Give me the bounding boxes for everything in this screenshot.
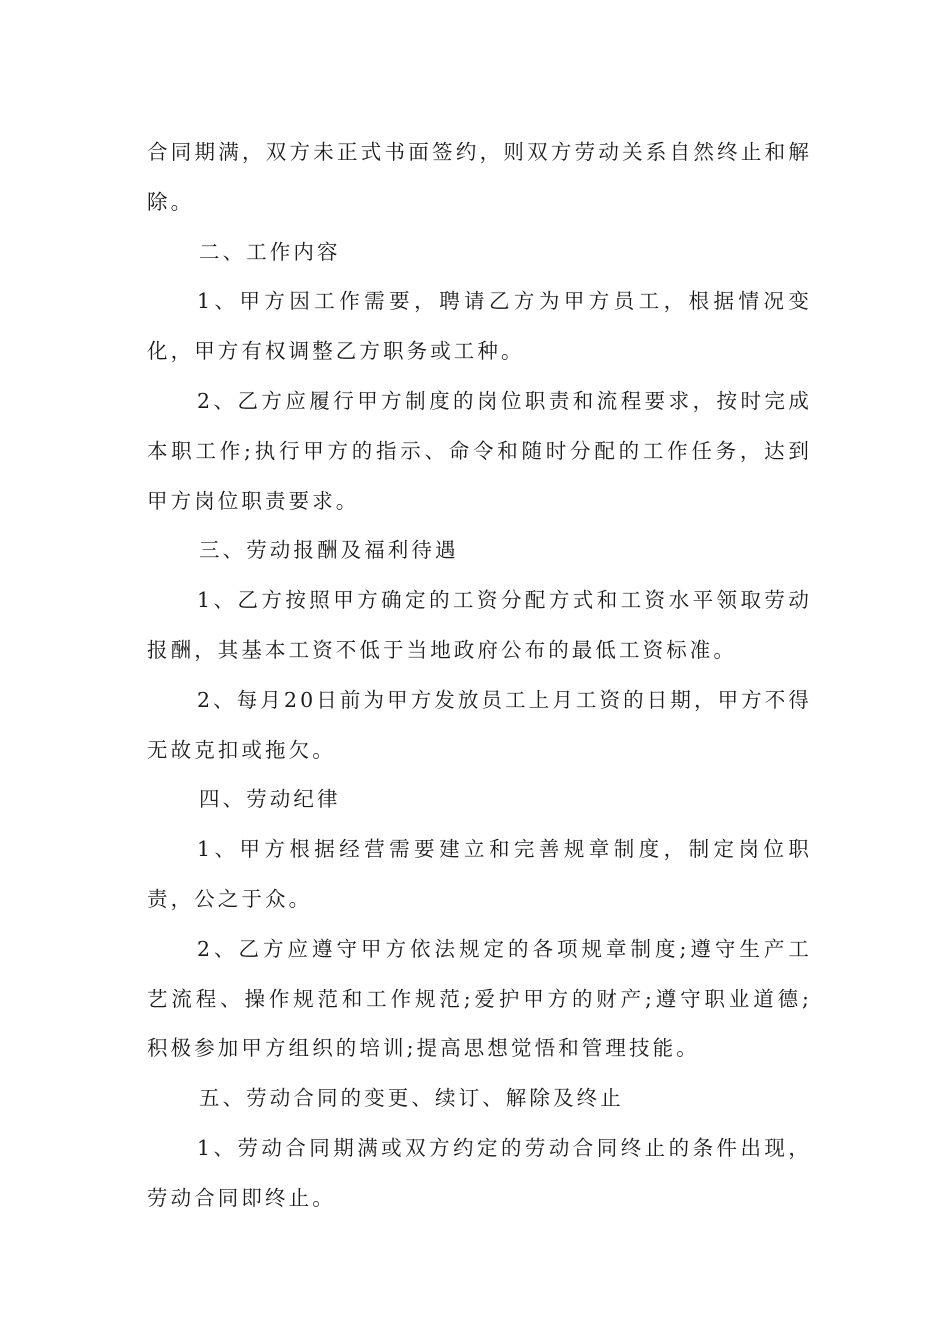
paragraph-work-content-1: 1、甲方因工作需要，聘请乙方为甲方员工，根据情况变化，甲方有权调整乙方职务或工种。 — [147, 289, 812, 364]
section-heading-contract-changes: 五、劳动合同的变更、续订、解除及终止 — [199, 1086, 624, 1111]
paragraph-contract-expiry: 合同期满，双方未正式书面签约，则双方劳动关系自然终止和解除。 — [147, 140, 812, 214]
paragraph-remuneration-1: 1、乙方按照甲方确定的工资分配方式和工资水平领取劳动报酬，其基本工资不低于当地政府公布的最低工资标准。 — [147, 588, 812, 662]
section-heading-remuneration: 三、劳动报酬及福利待遇 — [199, 538, 459, 563]
document-body — [147, 128, 812, 1224]
paragraph-discipline-1: 1、甲方根据经营需要建立和完善规章制度，制定岗位职责，公之于众。 — [147, 837, 812, 911]
paragraph-remuneration-2: 2、每月20日前为甲方发放员工上月工资的日期，甲方不得无故克扣或拖欠。 — [147, 687, 812, 762]
paragraph-work-content-2: 2、乙方应履行甲方制度的岗位职责和流程要求，按时完成本职工作;执行甲方的指示、命令和随时分配的工作任务，达到甲方岗位职责要求。 — [147, 388, 812, 513]
paragraph-contract-changes-1: 1、劳动合同期满或双方约定的劳动合同终止的条件出现，劳动合同即终止。 — [147, 1135, 812, 1210]
paragraph-discipline-2: 2、乙方应遵守甲方依法规定的各项规章制度;遵守生产工艺流程、操作规范和工作规范;爱护甲方的财产;遵守职业道德;积极参加甲方组织的培训;提高思想觉悟和管理技能。 — [147, 936, 812, 1061]
section-heading-work-content: 二、工作内容 — [199, 239, 341, 264]
section-heading-labor-discipline: 四、劳动纪律 — [199, 787, 341, 812]
